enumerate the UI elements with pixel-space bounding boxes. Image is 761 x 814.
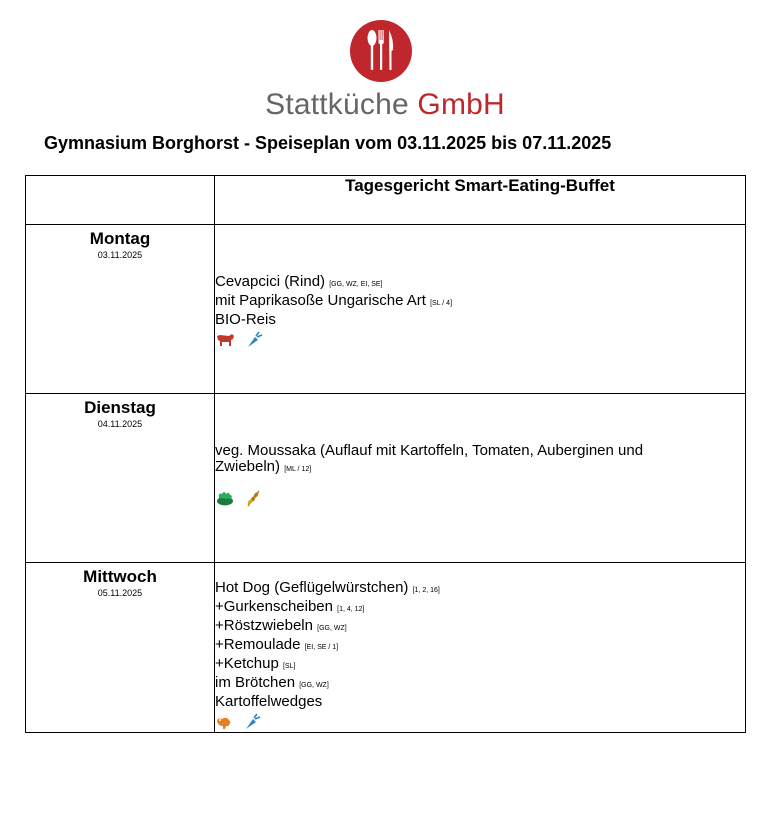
meal-line: +Gurkenscheiben [1, 4, 12] <box>215 598 365 615</box>
carrot-icon <box>243 713 261 731</box>
meal-line: +Röstzwiebeln [GG, WZ] <box>215 617 347 634</box>
meal-line: Zwiebeln) [ML / 12] <box>215 458 312 475</box>
meal-line: veg. Moussaka (Auflauf mit Kartoffeln, Tomaten, Auberginen und <box>215 442 644 459</box>
meal-line: BIO-Reis <box>215 311 276 328</box>
day-date: 03.11.2025 <box>97 250 143 260</box>
meal-cell <box>215 225 746 394</box>
meal-cell <box>215 563 746 733</box>
day-name: Montag <box>89 229 151 248</box>
day-cell <box>26 394 215 563</box>
table-row <box>26 225 746 394</box>
meal-line: +Ketchup [SL] <box>215 655 296 672</box>
grain-icon <box>245 489 263 507</box>
page-title: Gymnasium Borghorst - Speiseplan vom 03.11.2025 bis 07.11.2025 <box>44 133 612 153</box>
meal-icons <box>215 488 745 508</box>
company-logo <box>240 20 530 130</box>
meal-line: Cevapcici (Rind) [GG, WZ, EI, SE] <box>215 273 383 290</box>
column-header: Tagesgericht Smart-Eating-Buffet <box>215 176 746 225</box>
meal-icons <box>215 712 745 732</box>
chicken-icon <box>215 714 233 730</box>
cutlery-logo-icon <box>350 20 412 82</box>
day-cell <box>26 563 215 733</box>
day-name: Mittwoch <box>83 567 157 586</box>
carrot-icon <box>245 331 263 349</box>
meal-line: +Remoulade [EI, SE / 1] <box>215 636 339 653</box>
meal-line: mit Paprikasoße Ungarische Art [SL / 4] <box>215 292 453 309</box>
day-date: 05.11.2025 <box>97 588 143 598</box>
header-row <box>26 176 746 225</box>
meal-line: Kartoffelwedges <box>215 693 323 710</box>
day-date: 04.11.2025 <box>97 419 143 429</box>
meal-line: Hot Dog (Geflügelwürstchen) [1, 2, 16] <box>215 579 440 596</box>
day-cell <box>26 225 215 394</box>
menu-table <box>25 175 746 733</box>
meal-cell <box>215 394 746 563</box>
empty-header-cell <box>26 176 215 225</box>
meal-line: im Brötchen [GG, WZ] <box>215 674 329 691</box>
table-row <box>26 394 746 563</box>
cow-icon <box>215 332 235 348</box>
company-name: Stattküche GmbH <box>265 88 505 121</box>
day-name: Dienstag <box>84 398 156 417</box>
meal-icons <box>215 330 745 350</box>
vegetable-icon <box>215 490 235 506</box>
table-row <box>26 563 746 733</box>
